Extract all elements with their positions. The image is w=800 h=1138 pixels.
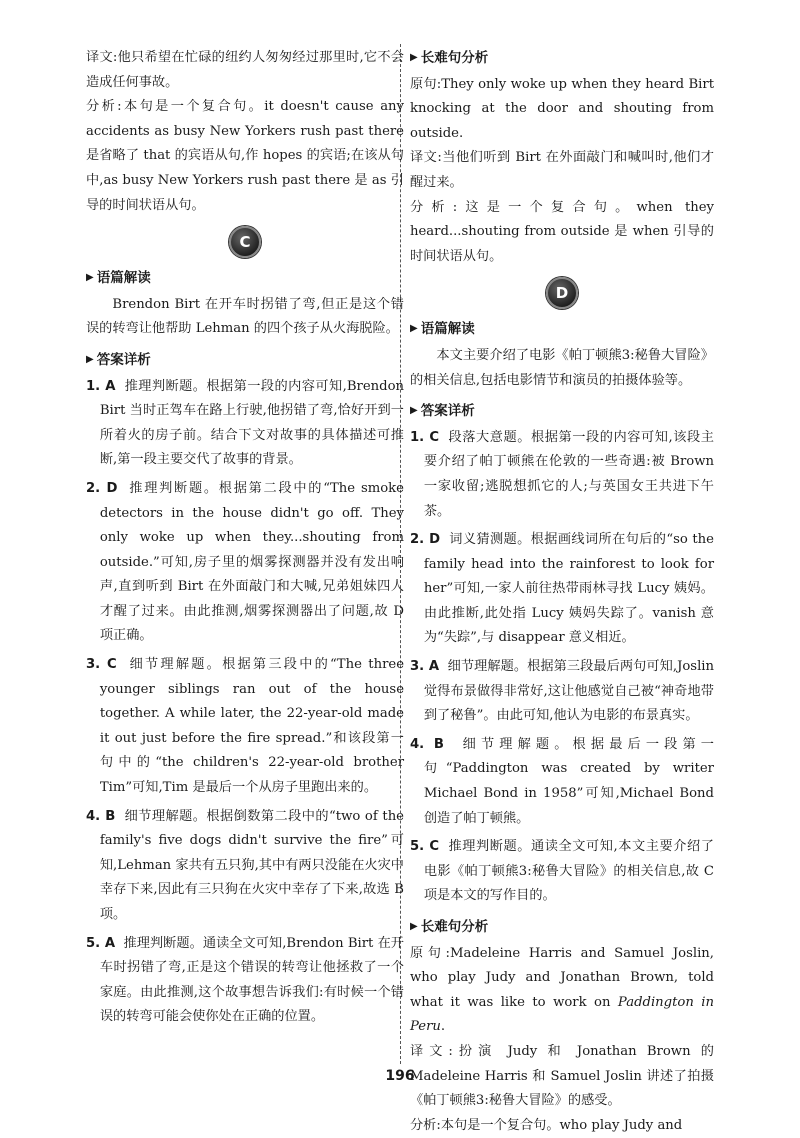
section-marker-icon: ▶ bbox=[86, 272, 94, 284]
sentence-analysis-heading: ▶ 长难句分析 bbox=[410, 46, 714, 71]
s2-original: 原句:Madeleine Harris and Samuel Joslin, who play Judy and Jonathan Brown, told what it was like to work on Paddington in Peru. bbox=[410, 945, 714, 1035]
section-marker-icon: ▶ bbox=[86, 353, 94, 365]
left-column bbox=[86, 46, 404, 1034]
answer-item: 2. D 词义猜测题。根据画线词所在句后的“so the family head into the rainforest to look for her”可知,一家人前往热带雨林寻找 Lucy 姨妈。由此推断,此处指 Lucy 姨妈失踪了。vanish 意为“失踪”,与 disappear 意义相近。 bbox=[410, 532, 714, 646]
answer-item: 2. D 推理判断题。根据第二段中的“The smoke detectors in the house didn't go off. They only woke up when they...shouting from outside.”可知,房子里的烟雾探测器并没有发出响声,直到听到 Birt 在外面敲门和大喊,兄弟姐妹四人才醒了过来。由此推测,烟雾探测器出了问题,故 D 项正确。 bbox=[86, 480, 404, 644]
section-marker-icon: ▶ bbox=[410, 405, 418, 417]
section-marker-icon: ▶ bbox=[410, 921, 418, 932]
section-marker-icon: ▶ bbox=[410, 52, 418, 63]
answers-heading: ▶ 答案详析 bbox=[410, 399, 714, 424]
answer-item: 4. B 细节理解题。根据倒数第二段中的“two of the family's five dogs didn't survive the fire”可知,Lehman 家共有五只狗,其中有两只没能在火灾中幸存下来,因此有三只狗在火灾中幸存了下来,故选 B 项。 bbox=[86, 808, 404, 922]
answer-item: 1. C 段落大意题。根据第一段的内容可知,该段主要介绍了帕丁顿熊在伦敦的一些奇遇:被 Brown 一家收留;逃脱想抓它的人;与英国女王共进下午茶。 bbox=[410, 429, 714, 519]
section-d-badge: D bbox=[546, 277, 578, 309]
s1-analysis: 分析:这是一个复合句。when they heard...shouting from outside 是 when 引导的时间状语从句。 bbox=[410, 199, 714, 264]
s2-analysis: 分析:本句是一个复合句。who play Judy and bbox=[410, 1117, 683, 1133]
sentence-analysis-heading: ▶ 长难句分析 bbox=[410, 915, 714, 940]
summary-heading: ▶ 语篇解读 bbox=[410, 317, 714, 342]
answer-item: 5. C 推理判断题。通读全文可知,本文主要介绍了电影《帕丁顿熊3:秘鲁大冒险》的相关信息,故 C 项是本文的写作目的。 bbox=[410, 839, 714, 904]
intro-analysis: 分析:本句是一个复合句。it doesn't cause any accidents as busy New Yorkers rush past there 是省略了 that 的宾语从句,作 hopes 的宾语;在该从句中,as busy New Yorkers rush past there 是 as 引导的时间状语从句。 bbox=[86, 99, 404, 213]
page-number: 196 bbox=[385, 1068, 415, 1084]
answer-item: 5. A 推理判断题。通读全文可知,Brendon Birt 在开车时拐错了弯,正是这个错误的转弯让他拯救了一个家庭。由此推测,这个故事想告诉我们:有时候一个错误的转弯可能会使你处在正确的位置。 bbox=[86, 935, 404, 1025]
s1-original: 原句:They only woke up when they heard Birt knocking at the door and shouting from outside. bbox=[410, 76, 714, 141]
summary-text: Brendon Birt 在开车时拐错了弯,但正是这个错误的转弯让他帮助 Lehman 的四个孩子从火海脱险。 bbox=[86, 296, 404, 337]
s1-translation: 译文:当他们听到 Birt 在外面敲门和喊叫时,他们才醒过来。 bbox=[410, 150, 714, 190]
right-column bbox=[410, 46, 714, 1138]
section-c-badge: C bbox=[229, 226, 261, 258]
answer-item: 3. A 细节理解题。根据第三段最后两句可知,Joslin 觉得布景做得非常好,这让他感觉自己被“神奇地带到了秘鲁”。由此可知,他认为电影的布景真实。 bbox=[410, 659, 714, 724]
summary-heading: ▶ 语篇解读 bbox=[86, 266, 404, 291]
summary-text: 本文主要介绍了电影《帕丁顿熊3:秘鲁大冒险》的相关信息,包括电影情节和演员的拍摄体验等。 bbox=[410, 347, 714, 388]
answer-item: 1. A 推理判断题。根据第一段的内容可知,Brendon Birt 当时正驾车在路上行驶,他拐错了弯,恰好开到一所着火的房子前。结合下文对故事的具体描述可推断,第一段主要交代了故事的背景。 bbox=[86, 378, 405, 468]
answer-item: 3. C 细节理解题。根据第三段中的“The three younger siblings ran out of the house together. A while later, the 22-year-old made it out just before the fire spread.”和该段第一句中的“the children's 22-year-old brother Tim”可知,Tim 是最后一个从房子里跑出来的。 bbox=[86, 657, 404, 796]
section-marker-icon: ▶ bbox=[410, 323, 418, 335]
answer-item: 4. B 细节理解题。根据最后一段第一句“Paddington was created by writer Michael Bond in 1958”可知,Michael Bond 创造了帕丁顿熊。 bbox=[410, 736, 714, 826]
intro-translation: 译文:他只希望在忙碌的纽约人匆匆经过那里时,它不会造成任何事故。 bbox=[86, 50, 404, 90]
s2-translation: 译文:扮演 Judy 和 Jonathan Brown 的 Madeleine Harris 和 Samuel Joslin 讲述了拍摄《帕丁顿熊3:秘鲁大冒险》的感受。 bbox=[410, 1043, 714, 1109]
answers-heading: ▶ 答案详析 bbox=[86, 348, 404, 373]
